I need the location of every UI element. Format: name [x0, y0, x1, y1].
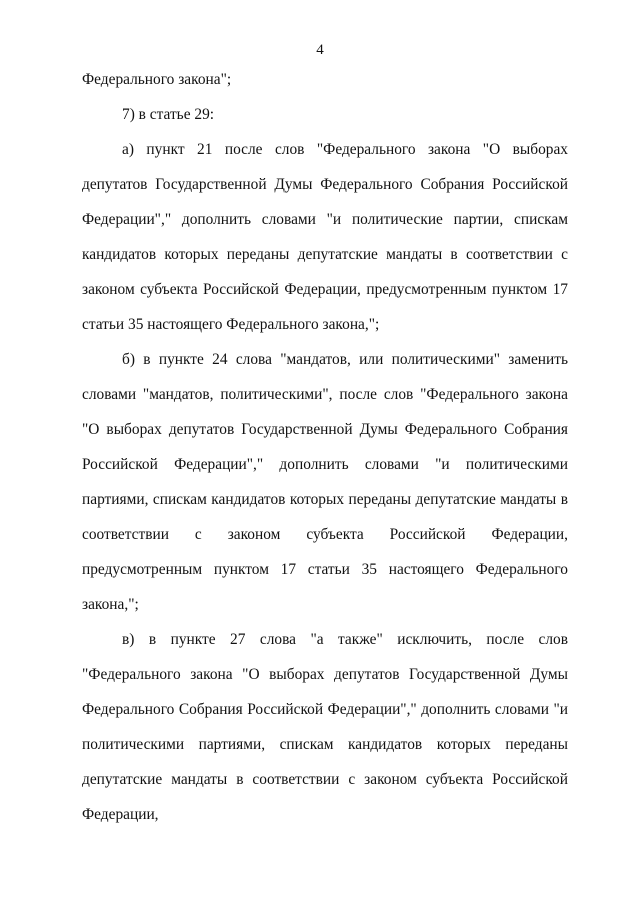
- paragraph-item-b: б) в пункте 24 слова "мандатов, или политическими" заменить словами "мандатов, политическими", после слов "Федерального закона "О выборах депутатов Государственной Думы Федерального Собрания Российской Федерации"," дополнить словами "и политическими партиями, спискам кандидатов которых переданы депутатские мандаты в соответствии с законом субъекта Российской Федерации, предусмотренным пунктом 17 статьи 35 настоящего Федерального закона,";: [82, 351, 568, 613]
- document-body: [82, 62, 568, 832]
- page-number: 4: [316, 42, 324, 58]
- paragraph-item-v: в) в пункте 27 слова "а также" исключить, после слов "Федерального закона "О выборах депутатов Государственной Думы Федерального Собрания Российской Федерации"," дополнить словами "и политическими партиями, спискам кандидатов которых переданы депутатские мандаты в соответствии с законом субъекта Российской Федерации,: [82, 631, 568, 823]
- paragraph-law-title-end: Федерального закона";: [82, 71, 232, 88]
- paragraph-article-29: 7) в статье 29:: [122, 106, 215, 123]
- paragraph-item-a: а) пункт 21 после слов "Федерального закона "О выборах депутатов Государственной Думы Федерального Собрания Российской Федерации"," дополнить словами "и политические партии, спискам кандидатов которых переданы депутатские мандаты в соответствии с законом субъекта Российской Федерации, предусмотренным пунктом 17 статьи 35 настоящего Федерального закона,";: [82, 141, 568, 333]
